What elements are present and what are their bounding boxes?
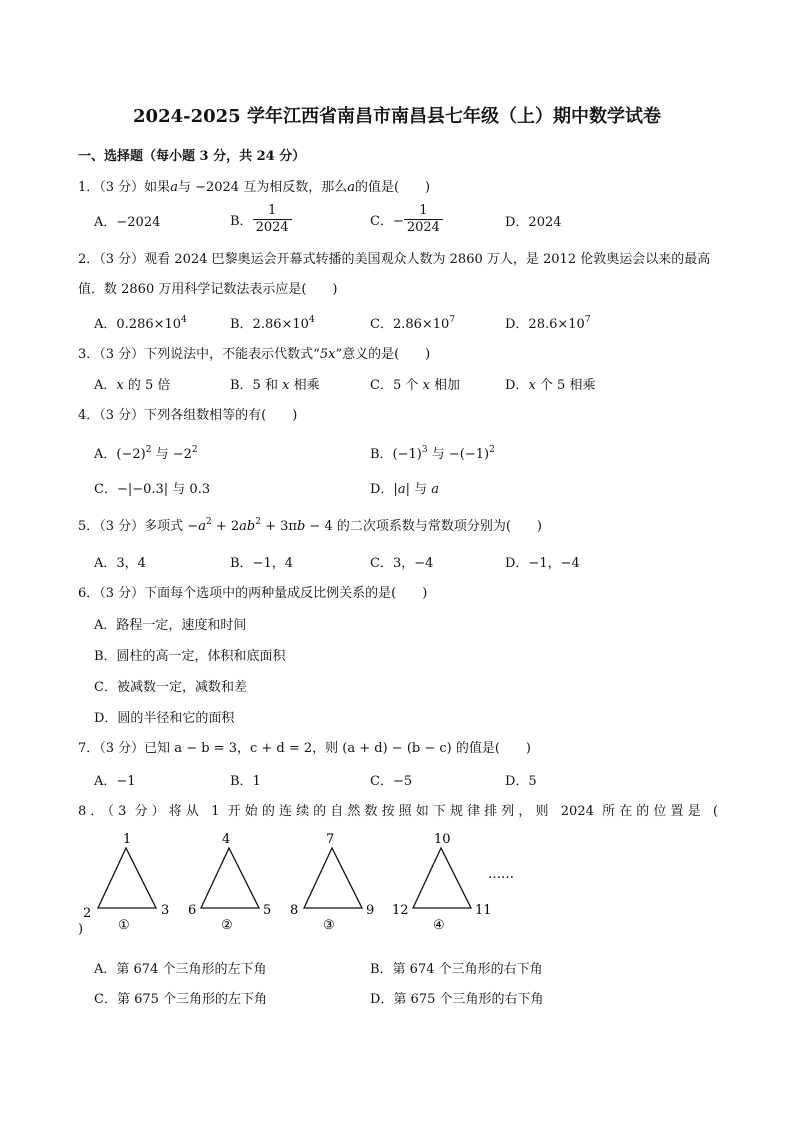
triangle-1-left-number: 2 <box>83 906 92 921</box>
q5-option-d[interactable]: D．−1，−4 <box>505 556 580 571</box>
triangle-4-left-number: 12 <box>392 903 409 918</box>
q2-option-b[interactable]: B．$2.86\times 10^4$ <box>230 315 315 332</box>
q8-option-d[interactable]: D．第 675 个三角形的右下角 <box>370 992 544 1007</box>
question-4-stem: 4．（3 分）下列各组数相等的有( ) <box>78 408 298 423</box>
triangle-3 <box>290 832 374 933</box>
q4-option-b[interactable]: B．$(-1)^3$ 与 $-(-1)^2$ <box>370 445 495 462</box>
q4-option-a[interactable]: A．$(-2)^2$ 与 $-2^2$ <box>94 445 198 462</box>
page-title: 2024-2025 学年江西省南昌市南昌县七年级（上）期中数学试卷 <box>133 106 661 127</box>
q1-option-b[interactable]: B． $\frac{1}{2024}$ <box>230 203 292 236</box>
q6-option-a[interactable]: A．路程一定，速度和时间 <box>94 618 247 633</box>
q2-option-d[interactable]: D．$28.6\times 10^7$ <box>505 315 591 332</box>
q5-option-a[interactable]: A．3，4 <box>94 556 146 571</box>
q3-option-a[interactable]: A．x 的 5 倍 <box>94 378 171 393</box>
question-1-stem: 1．（3 分）如果a与 −2024 互为相反数，那么a的值是( ) <box>78 180 431 195</box>
triangle-4 <box>392 832 492 933</box>
q2-option-c[interactable]: C．$2.86\times 10^7$ <box>370 315 456 332</box>
q3-option-c[interactable]: C．5 个 x 相加 <box>370 378 460 393</box>
q8-option-c[interactable]: C．第 675 个三角形的左下角 <box>94 992 268 1007</box>
q3-option-d[interactable]: D．x 个 5 相乘 <box>505 378 596 393</box>
triangle-2-left-number: 6 <box>188 903 197 918</box>
triangle-3-label: ③ <box>323 918 335 933</box>
q7-option-a[interactable]: A．−1 <box>94 774 136 789</box>
q6-option-c[interactable]: C．被减数一定，减数和差 <box>94 680 247 695</box>
q1-option-c[interactable]: C．− $\frac{1}{2024}$ <box>370 203 443 236</box>
section-heading: 一、选择题（每小题 3 分，共 24 分） <box>78 149 306 164</box>
triangle-1-label: ① <box>118 918 130 933</box>
triangle-pattern-figure <box>78 826 538 938</box>
q2-option-a[interactable]: A．$0.286\times 10^4$ <box>94 315 187 332</box>
triangle-3-top-number: 7 <box>326 832 335 847</box>
q8-option-a[interactable]: A．第 674 个三角形的左下角 <box>94 962 267 977</box>
question-6-stem: 6．（3 分）下面每个选项中的两种量成反比例关系的是( ) <box>78 586 428 601</box>
triangle-1-top-number: 1 <box>123 832 132 847</box>
triangle-4-label: ④ <box>433 918 445 933</box>
q8-option-b[interactable]: B．第 674 个三角形的右下角 <box>370 962 543 977</box>
q7-option-d[interactable]: D．5 <box>505 774 537 789</box>
q7-option-c[interactable]: C．−5 <box>370 774 413 789</box>
question-2-stem-line1: 2．（3 分）观看 2024 巴黎奥运会开幕式转播的美国观众人数为 2860 万人，是 2012 伦敦奥运会以来的最高 <box>78 252 711 267</box>
q5-option-c[interactable]: C．3，−4 <box>370 556 434 571</box>
question-8-stem: 8．（3 分）将从 1 开始的连续的自然数按照如下规律排列，则 2024 所在的位置是 ( <box>78 804 718 819</box>
q4-option-d[interactable]: D．|a| 与 a <box>370 482 439 497</box>
triangle-2-shape <box>201 848 259 908</box>
question-5-stem: 5．（3 分）多项式 $-a^2 + 2ab^2 + 3\pi b - 4$ 的二次项系数与常数项分别为( ) <box>78 517 542 534</box>
q6-option-b[interactable]: B．圆柱的高一定，体积和底面积 <box>94 649 286 664</box>
question-7-stem: 7．（3 分）已知 a − b = 3，c + d = 2，则 (a + d) − (b − c) 的值是( ) <box>78 741 531 756</box>
triangle-1 <box>83 832 169 933</box>
q1-option-d[interactable]: D．2024 <box>505 215 562 230</box>
q6-option-d[interactable]: D．圆的半径和它的面积 <box>94 711 235 726</box>
triangle-4-top-number: 10 <box>434 832 451 847</box>
pattern-ellipsis: …… <box>488 867 514 882</box>
q1-option-a[interactable]: A．−2024 <box>94 215 161 230</box>
triangle-1-right-number: 3 <box>161 903 170 918</box>
triangle-1-shape <box>98 848 156 908</box>
triangle-2-top-number: 4 <box>222 832 231 847</box>
q3-option-b[interactable]: B．5 和 x 相乘 <box>230 378 320 393</box>
triangle-4-shape <box>413 848 471 908</box>
question-2-stem-line2: 值．数 2860 万用科学记数法表示应是( ) <box>78 282 338 297</box>
triangle-2-label: ② <box>221 918 233 933</box>
triangle-3-left-number: 8 <box>290 903 299 918</box>
triangle-3-right-number: 9 <box>366 903 375 918</box>
q4-option-c[interactable]: C．−|−0.3| 与 0.3 <box>94 482 211 497</box>
triangle-2-right-number: 5 <box>263 903 272 918</box>
q7-option-b[interactable]: B．1 <box>230 774 261 789</box>
triangle-3-shape <box>304 848 362 908</box>
triangle-4-right-number: 11 <box>475 903 492 918</box>
question-3-stem: 3．（3 分）下列说法中，不能表示代数式“5x”意义的是( ) <box>78 347 431 362</box>
triangle-2 <box>188 832 271 933</box>
question-8-stem-close: ) <box>78 922 84 937</box>
q5-option-b[interactable]: B．−1，4 <box>230 556 293 571</box>
